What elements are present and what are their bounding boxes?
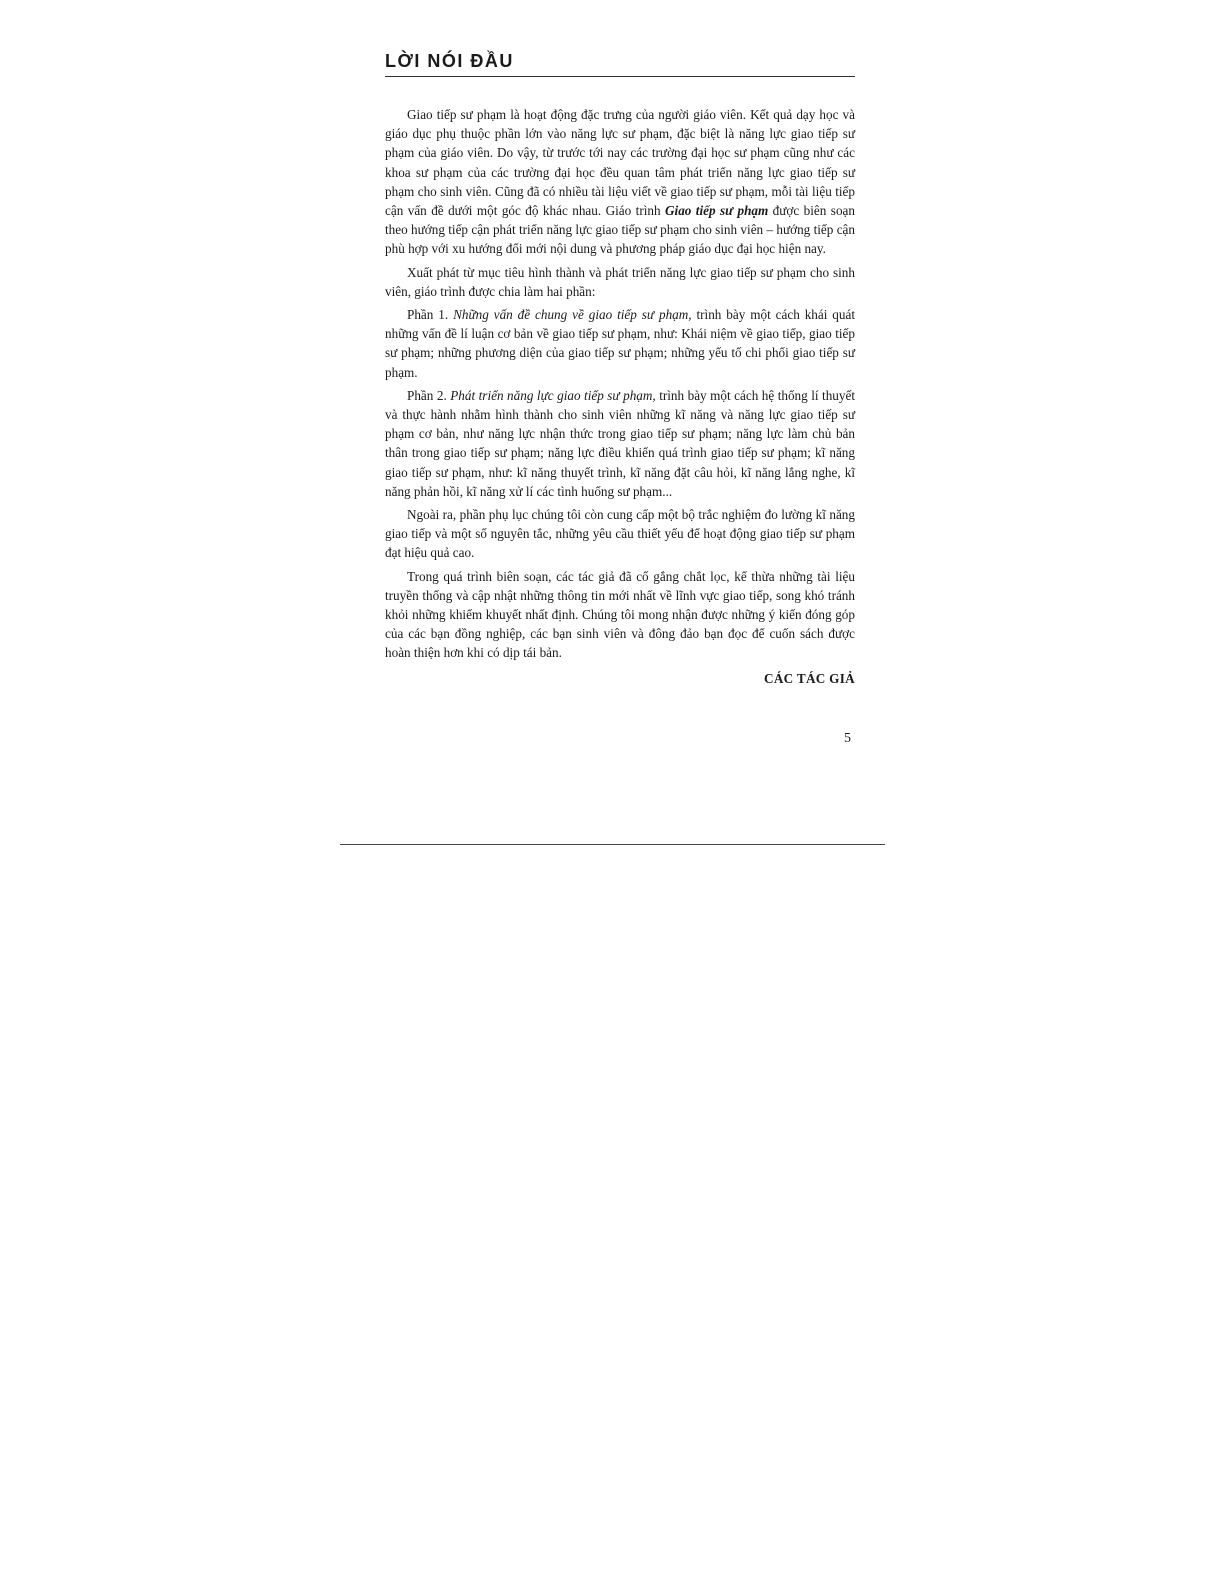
part-1-description: trình bày một cách khái quát những vấn đề lí luận cơ bản về giao tiếp sư phạm, như: Khái niệm về giao tiếp, giao tiếp sư phạm; những phương diện của giao tiếp sư phạm; những yếu tố chi phối giao tiếp sư phạm.	[385, 307, 856, 380]
page-bottom-divider	[340, 844, 885, 845]
page-title: LỜI NÓI ĐẦU	[385, 50, 855, 77]
authors-signature: CÁC TÁC GIẢ	[764, 670, 855, 686]
part-2-title: Phát triển năng lực giao tiếp sư phạm,	[450, 387, 656, 403]
paragraph-structure: Xuất phát từ mục tiêu hình thành và phát triển năng lực giao tiếp sư phạm cho sinh viên, giáo trình được chia làm hai phần:	[385, 264, 855, 299]
paragraph-intro	[385, 105, 855, 259]
part-2-description: trình bày một cách hệ thống lí thuyết và thực hành nhằm hình thành cho sinh viên những kĩ năng và năng lực giao tiếp sư phạm cơ bản, như năng lực nhận thức trong giao tiếp sư phạm; năng lực làm chủ bản thân trong giao tiếp sư phạm; năng lực điều khiển quá trình giao tiếp sư phạm; kĩ năng giao tiếp sư phạm, như: kĩ năng thuyết trình, kĩ năng đặt câu hỏi, kĩ năng lắng nghe, kĩ năng phản hồi, kĩ năng xử lí các tình huống sư phạm...	[385, 387, 856, 499]
part-1-label: Phần 1.	[407, 307, 454, 323]
part-2-label: Phần 2.	[407, 387, 451, 403]
paragraph-intro-text-b: được biên soạn theo hướng tiếp cận phát triển năng lực giao tiếp sư phạm cho sinh viên – hướng tiếp cận phù hợp với xu hướng đổi mới nội dung và phương pháp giáo dục đại học hiện nay.	[385, 203, 855, 257]
preface-body	[385, 105, 855, 663]
paragraph-intro-book-title: Giao tiếp sư phạm	[665, 203, 769, 219]
part-1-title: Những vấn đề chung về giao tiếp sư phạm,	[453, 307, 692, 323]
paragraph-part-1	[385, 305, 855, 382]
book-page	[385, 50, 855, 747]
paragraph-part-2	[385, 386, 855, 501]
page-number: 5	[844, 730, 851, 746]
paragraph-appendix: Ngoài ra, phần phụ lục chúng tôi còn cung cấp một bộ trắc nghiệm đo lường kĩ năng giao tiếp và một số nguyên tắc, những yêu cầu thiết yếu để hoạt động giao tiếp sư phạm đạt hiệu quả cao.	[385, 507, 855, 561]
paragraph-intro-text-a: Giao tiếp sư phạm là hoạt động đặc trưng của người giáo viên. Kết quả dạy học và giáo dục phụ thuộc phần lớn vào năng lực sư phạm, đặc biệt là năng lực giao tiếp sư phạm của giáo viên. Do vậy, từ trước tới nay các trường đại học sư phạm cũng như các khoa sư phạm của các trường đại học đều quan tâm phát triển năng lực giao tiếp sư phạm cho sinh viên. Cũng đã có nhiều tài liệu viết về giao tiếp sư phạm, mỗi tài liệu tiếp cận vấn đề dưới một góc độ khác nhau. Giáo trình	[385, 107, 855, 219]
paragraph-closing: Trong quá trình biên soạn, các tác giả đã cố gắng chắt lọc, kế thừa những tài liệu truyền thống và cập nhật những thông tin mới nhất về lĩnh vực giao tiếp, song khó tránh khỏi những khiếm khuyết nhất định. Chúng tôi mong nhận được những ý kiến đóng góp của các bạn đồng nghiệp, các bạn sinh viên và đông đảo bạn đọc để cuốn sách được hoàn thiện hơn khi có dịp tái bản.	[385, 568, 855, 661]
